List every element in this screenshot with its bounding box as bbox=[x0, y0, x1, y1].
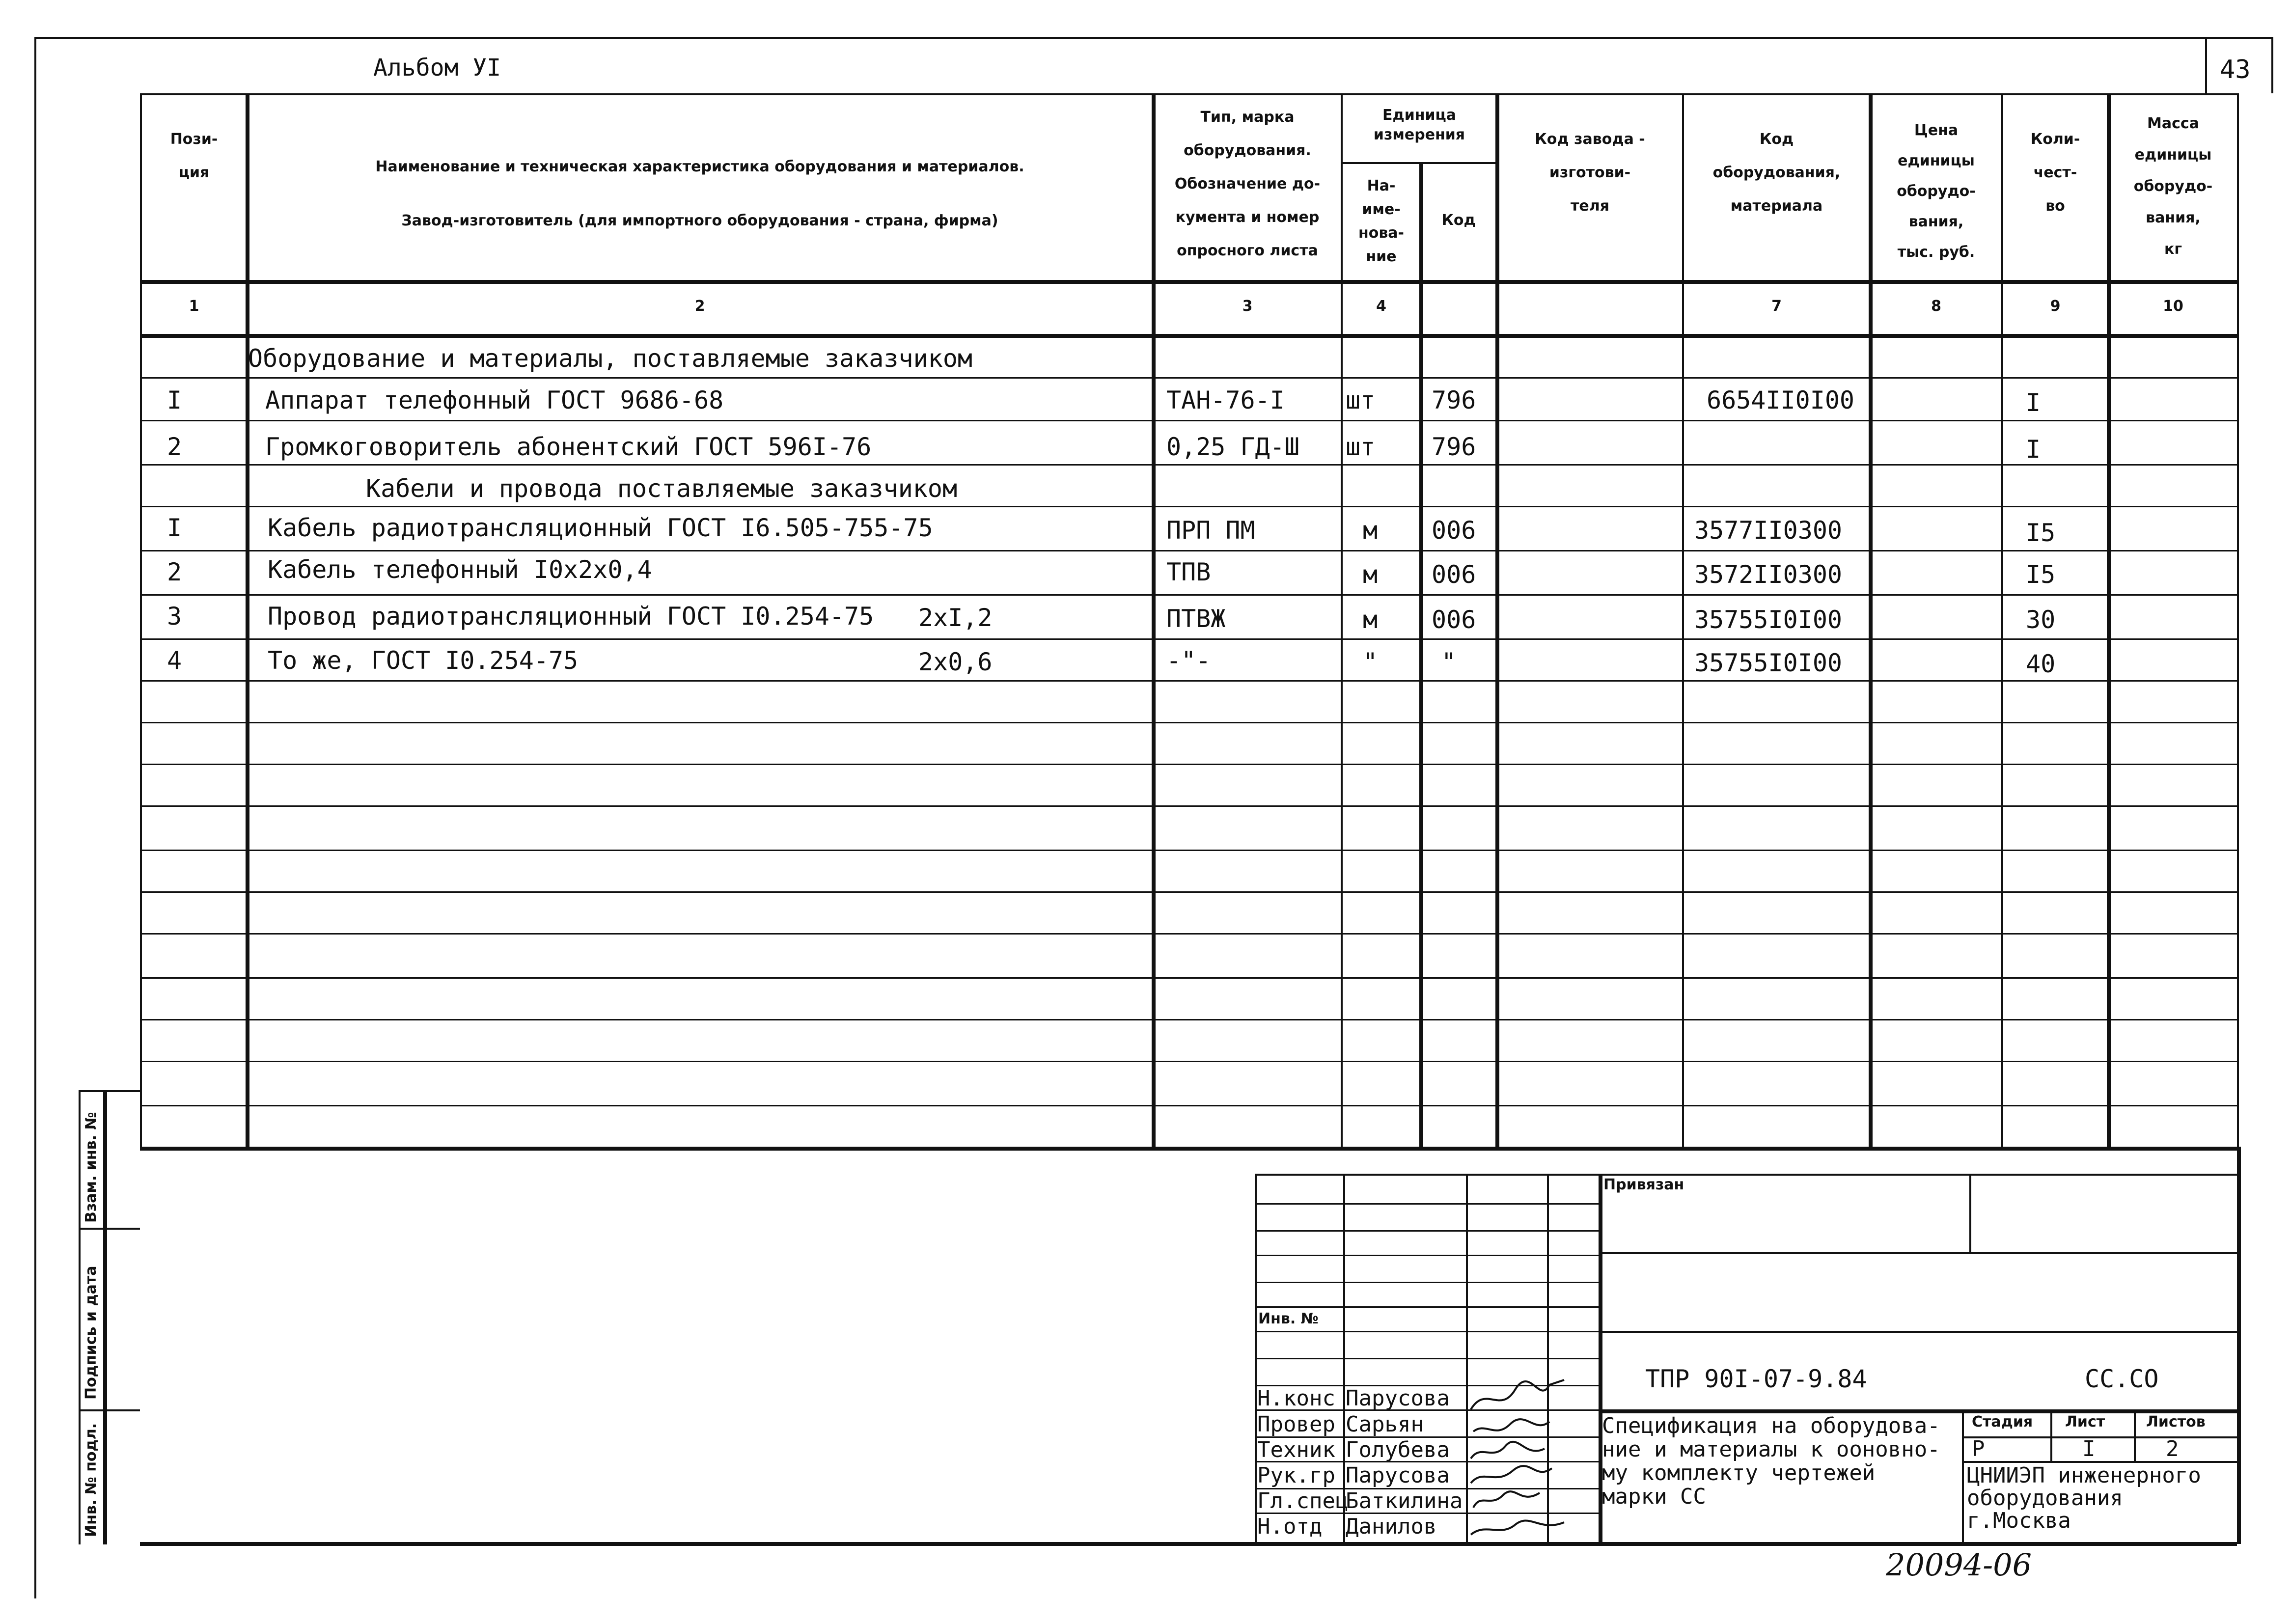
person-name: Парусова bbox=[1346, 1463, 1450, 1488]
person-name: Голубева bbox=[1346, 1437, 1450, 1462]
row-unit: м bbox=[1363, 516, 1378, 545]
row-type: ТПВ bbox=[1166, 558, 1211, 586]
person-name: Баткилина bbox=[1346, 1488, 1463, 1514]
header-quantity: Коли- чест- во bbox=[2030, 131, 2080, 215]
header-material-code: Код оборудования, материала bbox=[1712, 131, 1841, 215]
inv-number-label: Инв. № bbox=[1258, 1310, 1319, 1327]
colnum: 7 bbox=[1771, 298, 1782, 315]
row-position: I bbox=[167, 514, 182, 542]
role-label: Н.конс bbox=[1257, 1386, 1335, 1411]
colnum: 8 bbox=[1931, 298, 1941, 315]
row-material-code: 3572II0300 bbox=[1694, 560, 1843, 589]
row-type: 0,25 ГД-Ш bbox=[1166, 433, 1299, 461]
row-unit-code: 006 bbox=[1432, 516, 1476, 545]
row-material-code: 35755I0I00 bbox=[1694, 606, 1843, 634]
row-name: Провод радиотрансляционный ГОСТ I0.254-75 bbox=[268, 602, 874, 631]
row-quantity: 40 bbox=[2026, 650, 2056, 678]
row-quantity: 30 bbox=[2026, 606, 2056, 634]
header-type: Тип, марка оборудования. Обозначение до- кумента и номер опросного листа bbox=[1174, 109, 1321, 259]
side-stamp-replaced-inv: Взам. инв. № bbox=[83, 1112, 100, 1223]
row-name: То же, ГОСТ I0.254-75 bbox=[268, 646, 579, 675]
row-unit-code: 006 bbox=[1432, 606, 1476, 634]
row-unit-code: " bbox=[1441, 648, 1457, 676]
row-material-code: 3577II0300 bbox=[1694, 516, 1843, 545]
sheet-value: I bbox=[2082, 1436, 2096, 1461]
row-quantity: I5 bbox=[2026, 519, 2056, 547]
row-quantity: I5 bbox=[2026, 560, 2056, 589]
header-unit-code: Код bbox=[1441, 212, 1476, 229]
row-type: ПРП ПМ bbox=[1166, 516, 1255, 545]
header-mass: Масса единицы оборудо- вания, кг bbox=[2133, 115, 2213, 258]
row-quantity: I bbox=[2026, 388, 2041, 417]
sheets-value: 2 bbox=[2166, 1436, 2179, 1461]
row-unit: шт bbox=[1346, 433, 1376, 461]
row-unit-code: 796 bbox=[1432, 433, 1476, 461]
person-name: Сарьян bbox=[1346, 1412, 1424, 1437]
album-label: Альбом УI bbox=[373, 54, 501, 82]
organization: ЦНИИЭП инженерного оборудования г.Москва bbox=[1967, 1463, 2201, 1533]
row-unit-code: 796 bbox=[1432, 386, 1476, 414]
header-name: Наименование и техническая характеристика оборудования и материалов. Завод-изготовитель (для импортного оборудования - страна, фирма) bbox=[375, 158, 1024, 229]
row-position: 3 bbox=[167, 602, 182, 631]
table-row-section: Оборудование и материалы, поставляемые заказчиком bbox=[248, 344, 973, 373]
colnum: 1 bbox=[189, 298, 199, 315]
row-position: 2 bbox=[167, 558, 182, 586]
row-unit: м bbox=[1363, 606, 1378, 634]
side-stamp-signature-date: Подпись и дата bbox=[83, 1266, 100, 1400]
row-unit: " bbox=[1363, 648, 1378, 676]
spec-title: Спецификация на оборудова- ние и материалы к ооновно- му комплекту чертежей марки СС bbox=[1602, 1413, 1940, 1509]
colnum: 9 bbox=[2050, 298, 2061, 315]
header-unit-name: На- име- нова- ние bbox=[1358, 177, 1405, 265]
doc-mark: СС.СО bbox=[2085, 1365, 2159, 1393]
role-label: Гл.спец bbox=[1257, 1488, 1349, 1514]
side-stamp-original-inv: Инв. № подл. bbox=[83, 1423, 100, 1537]
header-price: Цена единицы оборудо- вания, тыс. руб. bbox=[1897, 122, 1976, 261]
row-type: ТАН-76-I bbox=[1166, 386, 1285, 414]
row-material-code: 6654II0I00 bbox=[1707, 386, 1855, 414]
header-position: Пози- ция bbox=[170, 131, 218, 181]
row-name: Кабель радиотрансляционный ГОСТ I6.505-755-75 bbox=[268, 514, 933, 542]
role-label: Техник bbox=[1257, 1437, 1335, 1462]
row-extra: 2xI,2 bbox=[918, 604, 993, 632]
colnum: 10 bbox=[2163, 298, 2183, 315]
row-name: Громкоговоритель абонентский ГОСТ 596I-76 bbox=[265, 433, 872, 461]
row-type: -"- bbox=[1166, 646, 1211, 675]
sheet-label: Лист bbox=[2065, 1413, 2105, 1431]
row-type: ПТВЖ bbox=[1166, 605, 1226, 633]
colnum: 2 bbox=[694, 298, 705, 315]
colnum: 3 bbox=[1242, 298, 1253, 315]
stage-value: Р bbox=[1972, 1436, 1985, 1461]
row-extra: 2x0,6 bbox=[918, 648, 993, 676]
signatures bbox=[1466, 1375, 1599, 1542]
table-row-section: Кабели и провода поставляемые заказчиком bbox=[366, 474, 958, 503]
person-name: Парусова bbox=[1346, 1386, 1450, 1411]
row-unit: м bbox=[1363, 560, 1378, 589]
row-position: 2 bbox=[167, 433, 182, 461]
sheet-number: 43 bbox=[2220, 55, 2251, 84]
header-plant-code: Код завода - изготови- теля bbox=[1535, 131, 1645, 215]
row-name: Аппарат телефонный ГОСТ 9686-68 bbox=[265, 386, 724, 414]
stage-label: Стадия bbox=[1972, 1413, 2033, 1431]
role-label: Н.отд bbox=[1257, 1514, 1323, 1539]
doc-code: ТПР 90I-07-9.84 bbox=[1645, 1365, 1867, 1393]
row-position: 4 bbox=[167, 646, 182, 675]
bottom-code: 20094-06 bbox=[1886, 1547, 2032, 1583]
role-label: Провер bbox=[1257, 1412, 1335, 1437]
sheets-label: Листов bbox=[2146, 1413, 2206, 1431]
header-unit-group: Единица измерения bbox=[1373, 107, 1465, 143]
row-name: Кабель телефонный I0x2x0,4 bbox=[268, 555, 652, 584]
row-unit: шт bbox=[1346, 386, 1376, 414]
colnum: 4 bbox=[1376, 298, 1386, 315]
person-name: Данилов bbox=[1346, 1514, 1437, 1539]
row-position: I bbox=[167, 386, 182, 414]
role-label: Рук.гр bbox=[1257, 1463, 1335, 1488]
bound-label: Привязан bbox=[1603, 1176, 1684, 1193]
row-quantity: I bbox=[2026, 435, 2041, 464]
row-material-code: 35755I0I00 bbox=[1694, 649, 1843, 677]
row-unit-code: 006 bbox=[1432, 560, 1476, 589]
